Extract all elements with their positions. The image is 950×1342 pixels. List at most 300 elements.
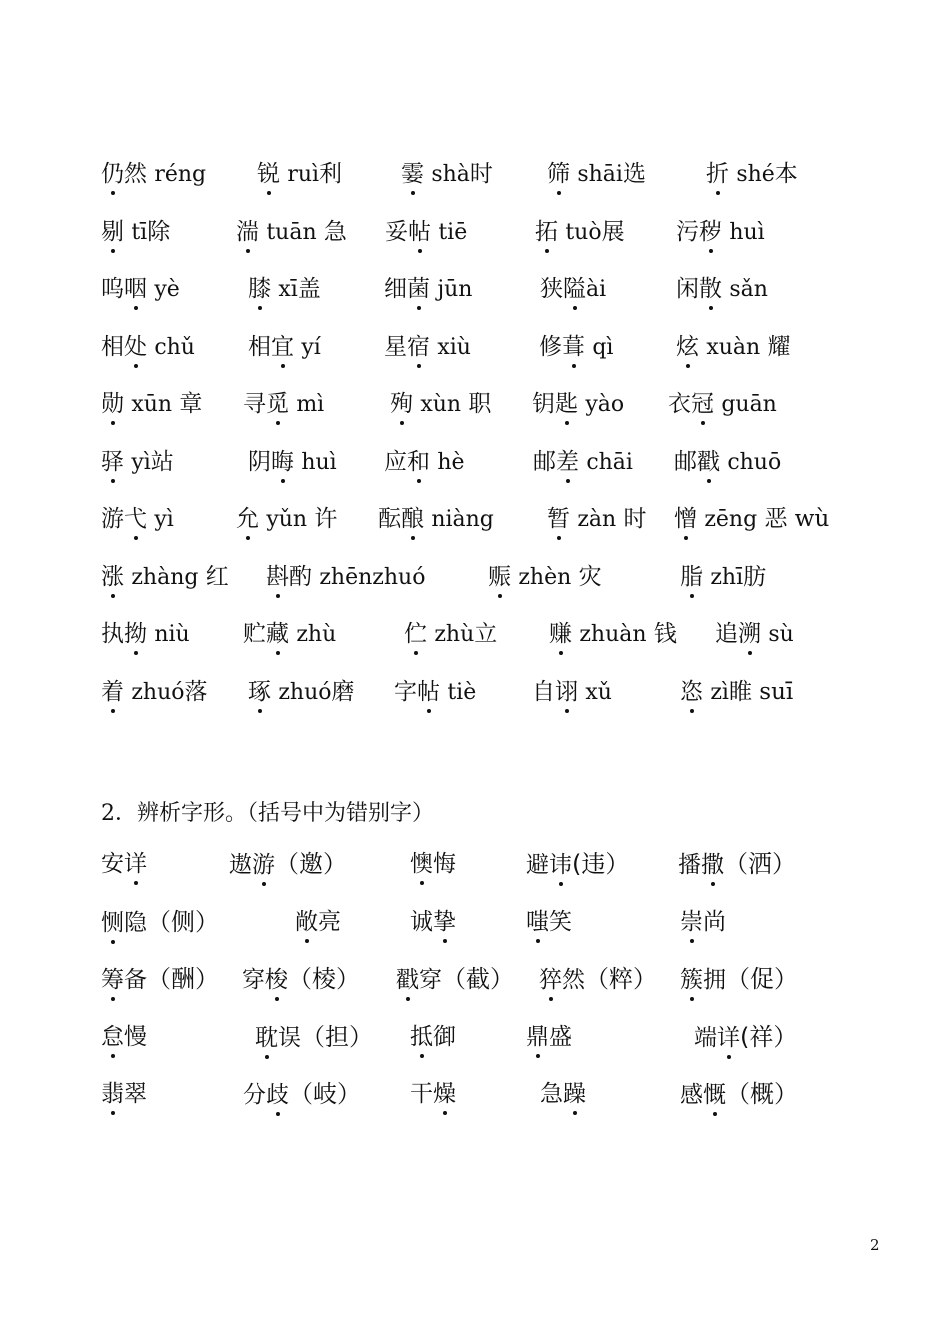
word-char: 章 <box>172 391 203 417</box>
pinyin-text: zhī <box>710 564 744 590</box>
dotted-char: 筹 <box>101 964 124 996</box>
dotted-char: 赈 <box>488 561 511 593</box>
pinyin-text: tuān <box>266 219 317 245</box>
word-char: 酝 <box>378 506 401 532</box>
dotted-char: 崇 <box>680 906 703 938</box>
dotted-char: 懊 <box>410 848 433 880</box>
word-char: 自 <box>532 678 555 705</box>
pinyin-text: mì <box>296 392 325 417</box>
dotted-char: 拗 <box>124 618 147 650</box>
dotted-char: 湍 <box>236 216 259 248</box>
pinyin-text: huì <box>301 449 337 475</box>
word-char: 穿 <box>242 967 265 993</box>
dotted-char: 菌 <box>407 273 430 305</box>
word-entry <box>540 1078 586 1110</box>
dotted-char: 晦 <box>271 446 294 478</box>
pinyin-text: xiù <box>437 334 471 360</box>
word-char: 星 <box>384 333 407 360</box>
word-char: 贮 <box>243 621 266 647</box>
word-char: 钥 <box>532 391 555 417</box>
pinyin-entry <box>101 503 174 536</box>
pinyin-entry <box>236 216 347 249</box>
pinyin-entry <box>101 216 170 249</box>
pinyin-text: zēng <box>704 507 758 532</box>
pinyin-entry <box>676 216 765 249</box>
pinyin-text: réng <box>154 162 207 187</box>
dotted-char: 锐 <box>257 158 280 190</box>
word-row <box>0 1078 950 1118</box>
pinyin-entry <box>674 503 829 536</box>
word-row <box>0 1021 950 1061</box>
word-char: 妥 <box>385 218 408 245</box>
dotted-char: 差 <box>556 446 579 478</box>
wrong-char-note: (违） <box>572 850 630 878</box>
pinyin-entry <box>384 446 465 479</box>
dotted-char: 怠 <box>101 1021 124 1053</box>
pinyin-text: xùn <box>420 392 462 417</box>
pinyin-text: zhèn <box>518 564 572 590</box>
pinyin-entry <box>384 331 471 364</box>
pinyin-text: xuàn <box>706 334 761 360</box>
word-char: 急 <box>316 218 347 245</box>
word-char: 寻 <box>243 391 266 417</box>
pinyin-text: niàng <box>431 507 494 532</box>
word-entry <box>295 906 341 938</box>
word-char: 红 <box>198 563 229 590</box>
word-entry <box>101 1021 147 1053</box>
word-char: 慢 <box>124 1023 147 1050</box>
pinyin-entry <box>547 503 647 536</box>
word-char: 闲 <box>676 276 699 302</box>
word-char: 穿 <box>419 967 442 993</box>
dotted-char: 折 <box>706 158 729 190</box>
dotted-char: 宿 <box>407 331 430 363</box>
word-char: 播 <box>678 852 701 878</box>
word-entry <box>101 848 147 880</box>
pinyin-entry <box>248 273 321 306</box>
word-char: 翠 <box>124 1081 147 1107</box>
word-char: 悔 <box>433 851 456 877</box>
word-entry <box>694 1021 797 1054</box>
word-entry <box>242 963 360 996</box>
pinyin-row <box>0 331 950 371</box>
dotted-char: 琢 <box>248 676 271 708</box>
pinyin-text: yè <box>154 277 180 302</box>
word-char: 拥 <box>703 967 726 993</box>
pinyin-text: yì <box>131 449 151 475</box>
word-char: 相 <box>101 333 124 360</box>
dotted-char: 鼎 <box>526 1021 549 1053</box>
pinyin-entry <box>248 446 337 479</box>
word-char: 分 <box>243 1082 266 1108</box>
pinyin-text: yǔn <box>266 507 308 532</box>
pinyin-entry <box>243 618 336 651</box>
dotted-char: 藏 <box>266 618 289 650</box>
pinyin-entry <box>101 273 180 306</box>
dotted-char: 戳 <box>396 964 419 996</box>
pinyin-text: sù <box>768 622 794 647</box>
pinyin-text: zhù <box>296 622 337 647</box>
pinyin-entry <box>540 273 606 306</box>
dotted-char: 隘 <box>563 273 586 305</box>
pinyin-text: jūn <box>437 277 473 302</box>
dotted-char: 嗤 <box>526 906 549 938</box>
page-number: 2 <box>870 1236 880 1254</box>
word-row <box>0 848 950 888</box>
pinyin-entry <box>248 676 355 709</box>
word-entry <box>255 1021 373 1054</box>
pinyin-text: tiē <box>438 219 468 245</box>
wrong-char-note: （棱） <box>288 965 360 993</box>
dotted-char: 游 <box>252 849 275 881</box>
dotted-char: 膝 <box>248 273 271 305</box>
word-char: 细 <box>384 276 407 302</box>
pinyin-entry <box>488 561 602 594</box>
dotted-char: 讳 <box>549 849 572 881</box>
word-char: 睢 suī <box>728 678 794 705</box>
word-entry <box>526 1021 572 1053</box>
section-heading: 2．辨析字形。（括号中为错别字） <box>101 801 434 826</box>
word-char: 污 <box>676 218 699 245</box>
word-entry <box>410 1078 456 1110</box>
pinyin-text: xī <box>278 277 298 302</box>
word-char: 感 <box>680 1082 703 1108</box>
word-char: 相 <box>248 333 271 360</box>
pinyin-entry <box>539 331 613 364</box>
wrong-char-note: （概） <box>726 1080 798 1108</box>
dotted-char: 帖 <box>417 676 440 708</box>
pinyin-text: zhù <box>434 622 475 647</box>
word-char: 游 <box>101 506 124 532</box>
word-char: 衣 <box>668 391 691 417</box>
pinyin-text: chǔ <box>154 334 195 360</box>
word-char: 端 <box>694 1024 717 1051</box>
word-entry <box>678 848 796 881</box>
word-char: 站 <box>150 448 174 475</box>
word-entry <box>680 963 798 996</box>
pinyin-text: huì <box>729 219 765 245</box>
pinyin-text: shé <box>736 162 775 187</box>
dotted-char: 戳 <box>697 446 720 478</box>
word-entry <box>396 963 514 996</box>
pinyin-text: tiè <box>447 679 477 705</box>
pinyin-text: zhuó <box>131 679 185 705</box>
pinyin-entry <box>385 216 467 249</box>
dotted-char: 处 <box>124 331 147 363</box>
pinyin-entry <box>101 446 174 479</box>
dotted-char: 筛 <box>547 158 570 190</box>
pinyin-text: zàn <box>577 507 617 532</box>
dotted-char: 弋 <box>124 503 147 535</box>
pinyin-entry <box>236 503 337 536</box>
pinyin-text: chuō <box>727 449 782 475</box>
dotted-char: 撒 <box>701 849 724 881</box>
dotted-char: 敞 <box>295 906 318 938</box>
pinyin-entry <box>674 446 781 479</box>
dotted-char: 猝 <box>539 964 562 996</box>
pinyin-entry <box>680 676 793 709</box>
word-char: 时 <box>616 506 647 532</box>
dotted-char: 觅 <box>266 388 289 420</box>
word-char: 许 <box>307 506 338 532</box>
word-char: 然 <box>124 161 155 187</box>
pinyin-text: yí <box>301 334 321 360</box>
word-char: 狭 <box>540 276 563 302</box>
dotted-char: 葺 <box>562 331 585 363</box>
word-entry <box>229 848 347 881</box>
pinyin-entry <box>549 618 677 651</box>
pinyin-text: tuò <box>565 219 602 245</box>
dotted-char: 冠 <box>691 388 714 420</box>
pinyin-text: qì <box>592 334 614 360</box>
word-char: 隐 <box>124 909 147 936</box>
dotted-char: 恣 <box>680 676 703 708</box>
dotted-char: 慨 <box>703 1079 726 1111</box>
word-char: 耀 <box>760 333 791 360</box>
pinyin-entry <box>533 446 633 479</box>
pinyin-row <box>0 216 950 256</box>
word-entry <box>101 906 219 939</box>
pinyin-entry <box>390 388 491 421</box>
dotted-char: 帖 <box>408 216 431 248</box>
word-char: 尚 <box>703 908 726 935</box>
wrong-char-note: （粹） <box>585 965 657 993</box>
pinyin-entry <box>680 561 766 594</box>
wrong-char-note: （岐） <box>289 1080 361 1108</box>
word-char: 展 <box>601 218 625 245</box>
dotted-char: 赚 <box>549 618 572 650</box>
pinyin-text: hè <box>437 449 465 475</box>
pinyin-entry <box>532 676 612 709</box>
pinyin-entry <box>668 388 777 421</box>
dotted-char: 宜 <box>271 331 294 363</box>
dotted-char: 歧 <box>266 1079 289 1111</box>
pinyin-text: niù <box>154 622 190 647</box>
pinyin-text: zhàng <box>131 564 199 590</box>
wrong-char-note: （洒） <box>724 850 796 878</box>
pinyin-text: zì <box>710 679 729 705</box>
word-char: 酌 <box>289 563 320 590</box>
word-char: 干 <box>410 1081 433 1107</box>
pinyin-text: sǎn <box>729 277 768 302</box>
word-entry <box>526 848 629 881</box>
dotted-char: 剔 <box>101 216 124 248</box>
word-char: 立 <box>474 621 498 647</box>
dotted-char: 殉 <box>390 388 413 420</box>
dotted-char: 抵 <box>410 1021 433 1053</box>
pinyin-entry <box>257 158 342 191</box>
wrong-char-note: （截） <box>442 965 514 993</box>
word-char: 遨 <box>229 852 252 878</box>
dotted-char: 勋 <box>101 388 124 420</box>
word-entry <box>680 906 726 938</box>
pinyin-entry <box>532 388 624 421</box>
pinyin-text: ruì <box>287 162 320 187</box>
pinyin-text: guān <box>721 392 777 417</box>
pinyin-text: zhuàn <box>579 622 647 647</box>
dotted-char: 仍 <box>101 158 124 190</box>
pinyin-text: yì <box>154 507 174 532</box>
wrong-char-note: （酬） <box>147 965 219 993</box>
pinyin-row <box>0 561 950 601</box>
word-entry <box>101 1078 147 1110</box>
pinyin-entry <box>535 216 625 249</box>
wrong-char-note: （侧） <box>147 907 219 936</box>
pinyin-entry <box>394 676 476 709</box>
word-char: 安 <box>101 851 124 877</box>
word-entry <box>680 1078 798 1111</box>
pinyin-text: tī <box>131 219 148 245</box>
dotted-char: 簇 <box>680 964 703 996</box>
dotted-char: 炫 <box>676 331 699 363</box>
pinyin-entry <box>378 503 494 536</box>
word-char: 盛 <box>549 1023 572 1050</box>
dotted-char: 诩 <box>555 676 578 708</box>
word-char: 笑 <box>549 908 572 935</box>
word-char: 御 <box>433 1023 456 1050</box>
dotted-char: 溯 <box>738 618 761 650</box>
pinyin-text: xūn <box>131 392 173 417</box>
word-char: 急 <box>540 1081 563 1107</box>
pinyin-entry <box>243 388 324 421</box>
dotted-char: 伫 <box>404 618 427 650</box>
dotted-char: 恻 <box>101 907 124 939</box>
pinyin-entry <box>676 331 791 364</box>
pinyin-text: ài <box>586 277 607 302</box>
pinyin-entry <box>101 676 208 709</box>
word-char: 备 <box>124 967 147 993</box>
word-char: 恶 wù <box>757 506 830 532</box>
dotted-char: 暂 <box>547 503 570 535</box>
pinyin-entry <box>101 561 229 594</box>
dotted-char: 散 <box>699 273 722 305</box>
word-char: 呜 <box>101 276 124 302</box>
word-char: 执 <box>101 621 124 647</box>
pinyin-text: zhēnzhuó <box>319 564 426 590</box>
word-char: 然 <box>562 967 585 993</box>
word-char: 字 <box>394 678 417 705</box>
dotted-char: 咽 <box>124 273 147 305</box>
dotted-char: 秽 <box>699 216 722 248</box>
word-entry <box>243 1078 361 1111</box>
dotted-char: 驿 <box>101 446 124 478</box>
word-char: 落 <box>184 678 208 705</box>
word-entry <box>410 848 456 880</box>
pinyin-row <box>0 446 950 486</box>
word-char: 阴 <box>248 448 271 475</box>
pinyin-text: xǔ <box>585 679 612 705</box>
dotted-char: 霎 <box>401 158 424 190</box>
dotted-char: 挚 <box>433 906 456 938</box>
pinyin-entry <box>101 388 202 421</box>
pinyin-text: yào <box>585 392 625 417</box>
wrong-char-note: （促） <box>726 965 798 993</box>
dotted-char: 斟 <box>266 561 289 593</box>
pinyin-row <box>0 388 950 428</box>
word-row <box>0 963 950 1003</box>
pinyin-row <box>0 618 950 658</box>
pinyin-row <box>0 503 950 543</box>
pinyin-entry <box>401 158 493 191</box>
word-char: 肪 <box>743 563 767 590</box>
word-char: 除 <box>147 218 171 245</box>
word-char: 灾 <box>571 563 602 590</box>
pinyin-entry <box>404 618 497 651</box>
word-entry <box>410 906 456 938</box>
word-char: 时 <box>469 161 493 187</box>
wrong-char-note: （邀） <box>275 850 347 878</box>
dotted-char: 躁 <box>563 1078 586 1110</box>
pinyin-entry <box>248 331 321 364</box>
dotted-char: 梭 <box>265 964 288 996</box>
dotted-char: 详 <box>124 848 147 880</box>
word-char: 磨 <box>331 678 355 705</box>
pinyin-row <box>0 273 950 313</box>
word-char: 利 <box>319 161 343 187</box>
pinyin-entry <box>384 273 472 306</box>
word-char: 误 <box>278 1024 301 1051</box>
word-char: 邮 <box>674 448 697 475</box>
dotted-char: 和 <box>407 446 430 478</box>
word-char: 钱 <box>646 621 677 647</box>
word-entry <box>410 1021 456 1053</box>
word-char: 应 <box>384 448 407 475</box>
dotted-char: 脂 <box>680 561 703 593</box>
word-entry <box>101 963 219 996</box>
word-char: 追 <box>715 621 738 647</box>
dotted-char: 燥 <box>433 1078 456 1110</box>
dotted-char: 酿 <box>401 503 424 535</box>
word-char: 邮 <box>533 448 556 475</box>
word-char: 避 <box>526 852 549 878</box>
pinyin-text: zhuó <box>278 679 332 705</box>
dotted-char: 翡 <box>101 1078 124 1110</box>
word-char: 亮 <box>318 908 341 935</box>
pinyin-row <box>0 158 950 198</box>
word-entry <box>526 906 572 938</box>
pinyin-text: shāi <box>577 162 623 187</box>
dotted-char: 涨 <box>101 561 124 593</box>
dotted-char: 详 <box>717 1022 740 1054</box>
dotted-char: 着 <box>101 676 124 708</box>
pinyin-entry <box>101 331 195 364</box>
word-char: 本 <box>774 161 798 187</box>
word-char: 诚 <box>410 908 433 935</box>
word-char: 职 <box>461 391 492 417</box>
pinyin-entry <box>101 158 206 191</box>
word-entry <box>539 963 657 996</box>
dotted-char: 拓 <box>535 216 558 248</box>
pinyin-entry <box>706 158 798 191</box>
word-char: 选 <box>622 161 646 187</box>
pinyin-entry <box>676 273 768 306</box>
wrong-char-note: (祥） <box>740 1022 798 1051</box>
word-char: 盖 <box>297 276 321 302</box>
pinyin-text: shà <box>431 162 470 187</box>
dotted-char: 允 <box>236 503 259 535</box>
word-char: 修 <box>539 333 562 360</box>
dotted-char: 耽 <box>255 1022 278 1054</box>
pinyin-entry <box>101 618 190 651</box>
pinyin-entry <box>266 561 425 594</box>
pinyin-entry <box>715 618 794 651</box>
pinyin-row <box>0 676 950 716</box>
pinyin-text: chāi <box>586 449 633 475</box>
dotted-char: 匙 <box>555 388 578 420</box>
wrong-char-note: （担） <box>301 1022 373 1051</box>
pinyin-entry <box>547 158 646 191</box>
word-row <box>0 906 950 946</box>
